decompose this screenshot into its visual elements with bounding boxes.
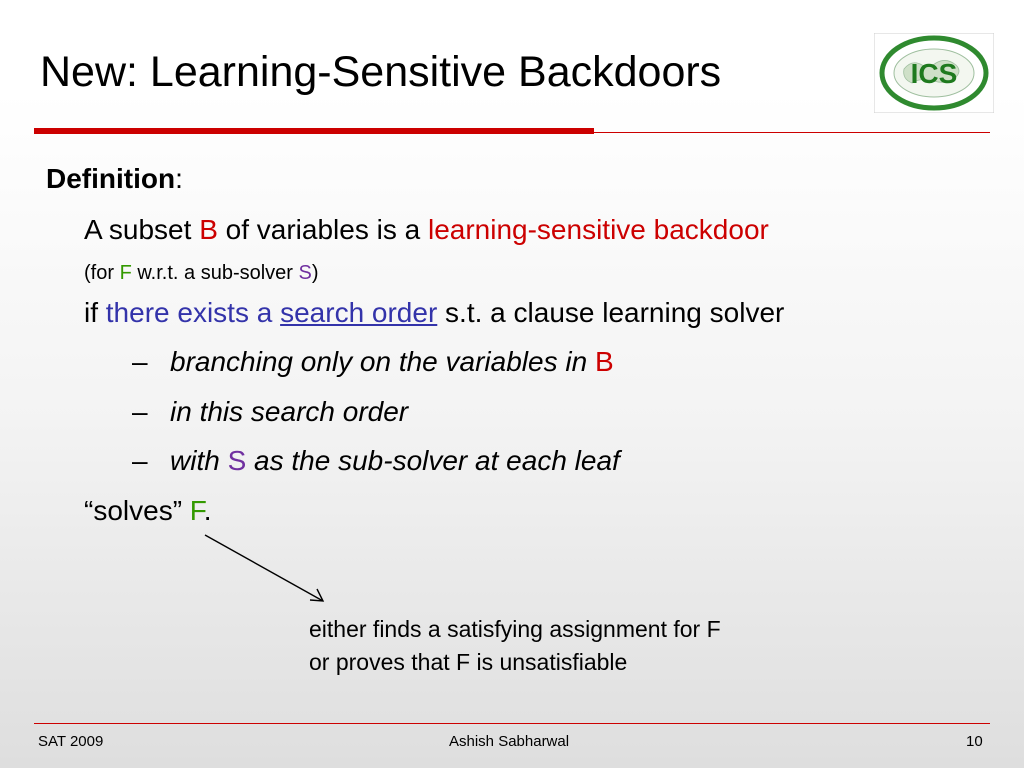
title-underline-thin bbox=[594, 132, 990, 133]
annotation-line-1: either finds a satisfying assignment for F bbox=[309, 616, 721, 642]
definition-line-3: if there exists a search order s.t. a clause learning solver bbox=[84, 297, 785, 328]
arrow-icon bbox=[200, 530, 340, 610]
footer-rule bbox=[34, 723, 990, 724]
ics-logo bbox=[874, 33, 994, 113]
definition-line-4: “solves” F. bbox=[84, 495, 212, 526]
annotation-note bbox=[309, 613, 721, 679]
slide-title: New: Learning-Sensitive Backdoors bbox=[40, 48, 722, 96]
footer-conference: SAT 2009 bbox=[38, 733, 104, 750]
logo-letters: ICS bbox=[910, 58, 958, 89]
definition-heading: Definition: bbox=[46, 163, 183, 194]
definition-line-2: (for F w.r.t. a sub-solver S) bbox=[84, 262, 319, 284]
bullet-item: – in this search order bbox=[132, 396, 409, 427]
bullet-item: – branching only on the variables in B bbox=[132, 346, 614, 377]
annotation-line-2: or proves that F is unsatisfiable bbox=[309, 649, 628, 675]
page-number: 10 bbox=[966, 733, 983, 750]
footer-author: Ashish Sabharwal bbox=[449, 733, 570, 750]
definition-line-1: A subset B of variables is a learning-sensitive backdoor bbox=[84, 214, 769, 245]
bullet-item: – with S as the sub-solver at each leaf bbox=[132, 445, 620, 476]
title-underline-thick bbox=[34, 128, 594, 134]
